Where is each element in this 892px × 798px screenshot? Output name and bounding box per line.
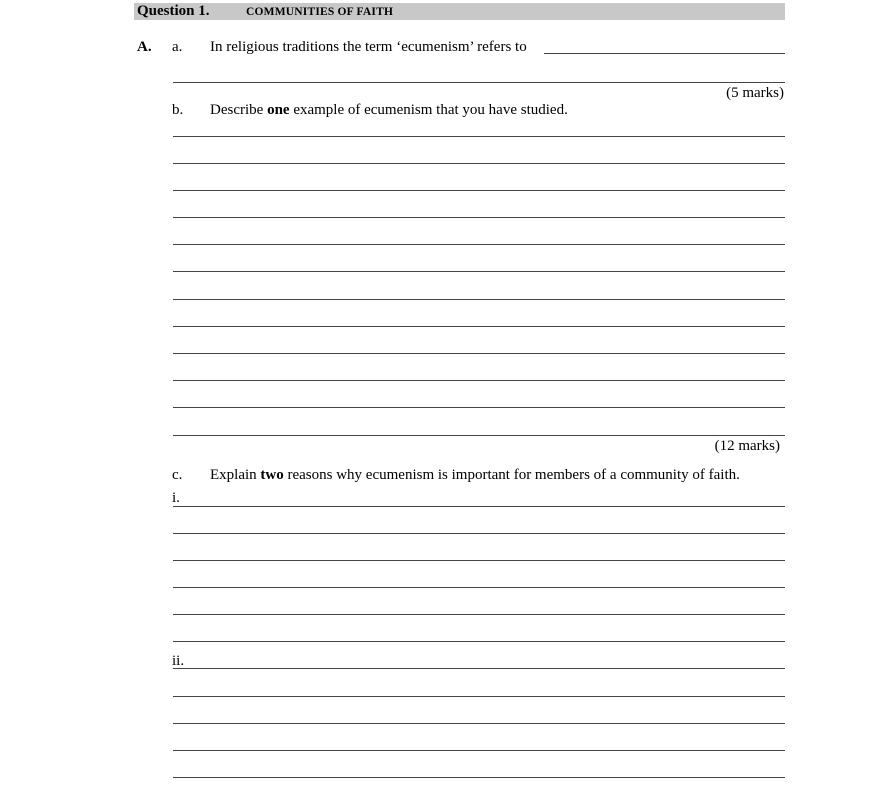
part-b-marks: (12 marks) <box>714 438 780 454</box>
question-header-bar <box>134 3 785 20</box>
part-b-answer-line[interactable] <box>173 326 785 327</box>
part-b-answer-line[interactable] <box>173 217 785 218</box>
part-c-ii-answer-line[interactable] <box>173 668 785 669</box>
part-a-answer-line[interactable] <box>544 53 785 54</box>
part-a-label: a. <box>172 39 183 55</box>
part-c-sub-i-label: i. <box>172 490 180 506</box>
part-b-answer-line[interactable] <box>173 163 785 164</box>
part-b-answer-line[interactable] <box>173 271 785 272</box>
question-topic: COMMUNITIES OF FAITH <box>246 6 394 18</box>
part-c-emphasis: two <box>260 467 284 483</box>
part-c-i-answer-line[interactable] <box>173 614 785 615</box>
part-c-ii-answer-line[interactable] <box>173 723 785 724</box>
part-c-i-answer-line[interactable] <box>173 533 785 534</box>
question-number: Question 1. <box>137 3 210 19</box>
part-b-label: b. <box>172 102 184 118</box>
part-c-label: c. <box>172 467 183 483</box>
part-b-answer-line[interactable] <box>173 353 785 354</box>
part-b-answer-line[interactable] <box>173 244 785 245</box>
part-b-answer-line[interactable] <box>173 299 785 300</box>
part-a-marks: (5 marks) <box>726 85 784 101</box>
part-c-i-answer-line[interactable] <box>173 587 785 588</box>
part-b-answer-line[interactable] <box>173 136 785 137</box>
part-c-i-answer-line[interactable] <box>173 560 785 561</box>
part-b-prompt: Describe one example of ecumenism that you have studied. <box>210 102 568 118</box>
part-a-prompt: In religious traditions the term ‘ecumenism’ refers to <box>210 39 527 55</box>
section-label: A. <box>137 39 152 55</box>
part-c-ii-answer-line[interactable] <box>173 777 785 778</box>
part-c-ii-answer-line[interactable] <box>173 750 785 751</box>
part-b-answer-line[interactable] <box>173 380 785 381</box>
part-b-answer-line[interactable] <box>173 190 785 191</box>
part-c-ii-answer-line[interactable] <box>173 696 785 697</box>
part-c-i-answer-line[interactable] <box>173 641 785 642</box>
part-a-answer-line[interactable] <box>173 82 785 83</box>
part-c-i-answer-line[interactable] <box>173 506 785 507</box>
part-c-prompt: Explain two reasons why ecumenism is important for members of a community of faith. <box>210 467 740 483</box>
part-c-sub-ii-label: ii. <box>172 653 185 669</box>
part-b-emphasis: one <box>267 102 290 118</box>
part-b-answer-line[interactable] <box>173 435 785 436</box>
part-b-answer-line[interactable] <box>173 407 785 408</box>
